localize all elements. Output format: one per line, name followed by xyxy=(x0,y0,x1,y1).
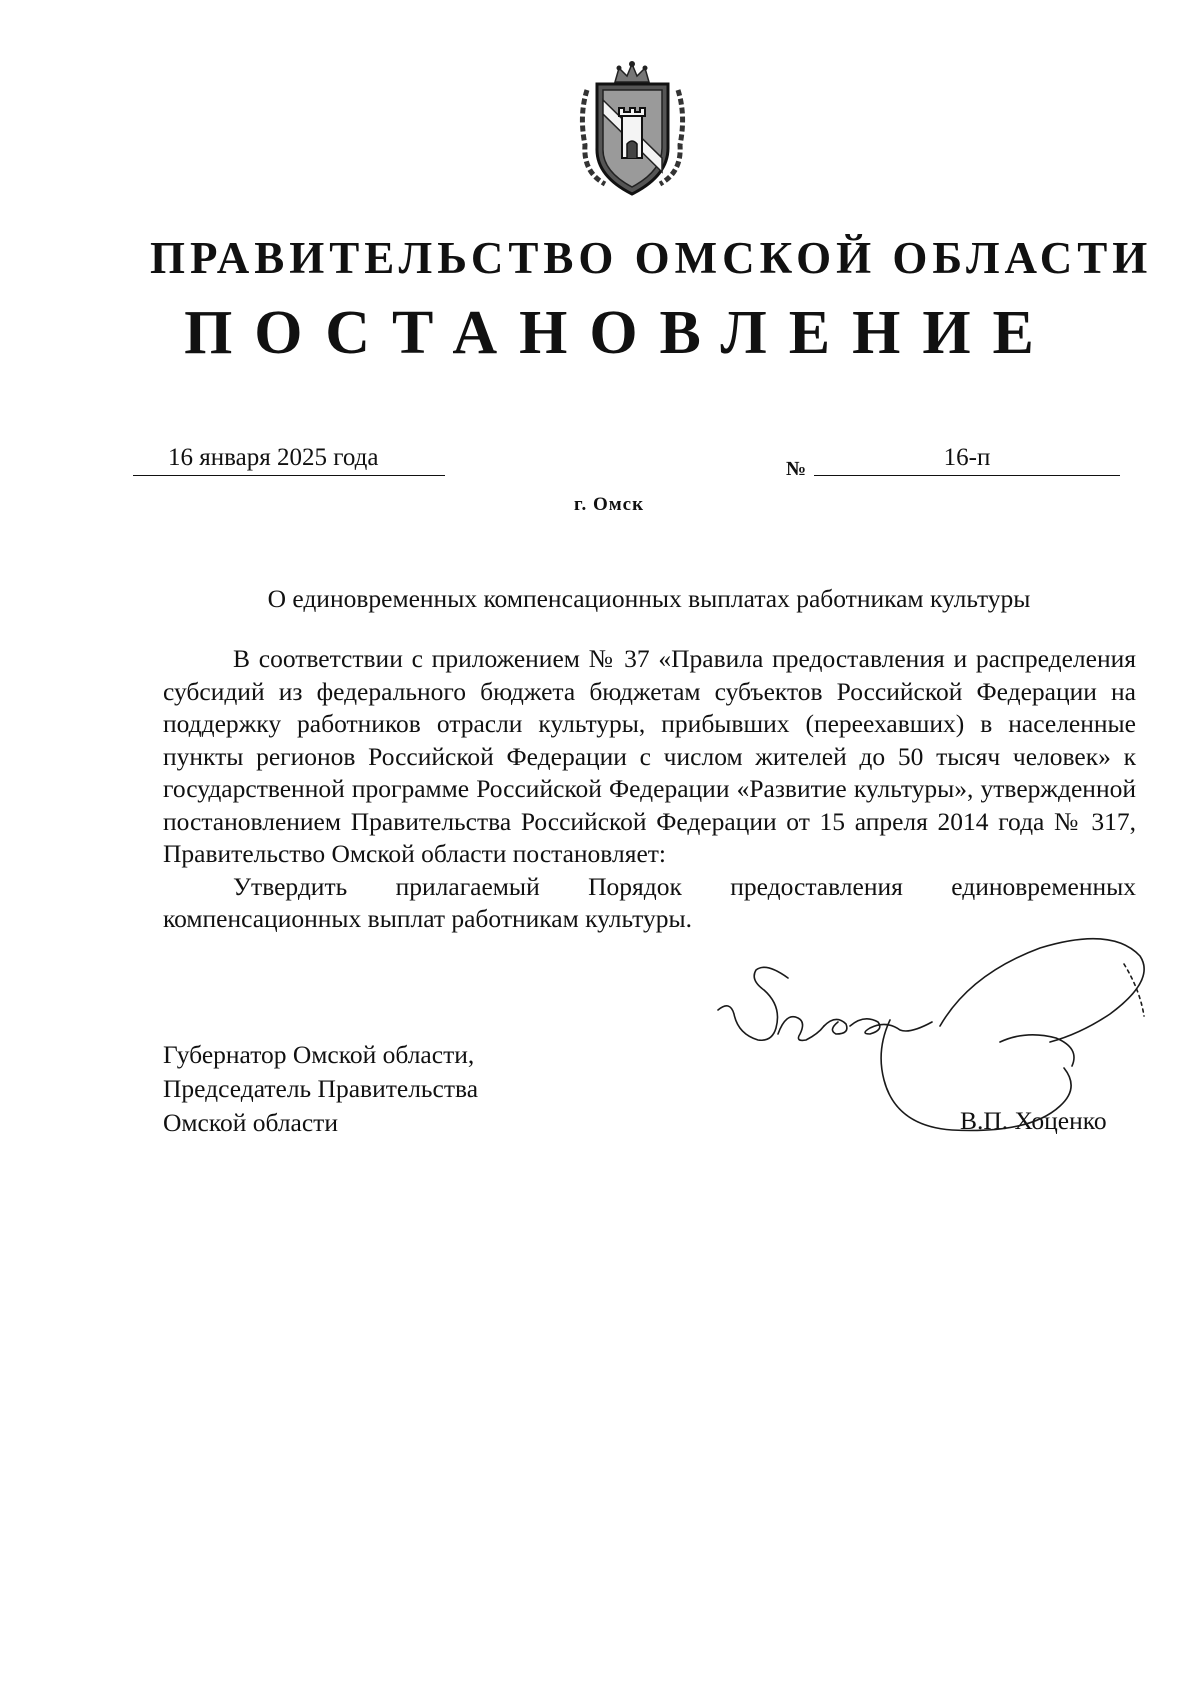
signer-position-line: Председатель Правительства xyxy=(163,1074,479,1103)
document-number: 16-п xyxy=(814,443,1120,476)
issuing-authority: ПРАВИТЕЛЬСТВО ОМСКОЙ ОБЛАСТИ xyxy=(150,233,1153,283)
signer-position xyxy=(163,1038,478,1140)
signer-position-line: Губернатор Омской области, xyxy=(163,1040,475,1069)
document-title: О единовременных компенсационных выплатах работникам культуры xyxy=(267,584,1031,613)
document-date: 16 января 2025 года xyxy=(133,443,445,476)
handwritten-signature xyxy=(700,930,1170,1190)
signer-position-line: Омской области xyxy=(163,1108,338,1137)
body-paragraph: Утвердить прилагаемый Порядок предоставления единовременных компенсационных выплат работникам культуры. xyxy=(163,871,1136,933)
document-type: ПОСТАНОВЛЕНИЕ xyxy=(184,299,1056,367)
number-sign: № xyxy=(786,458,807,480)
signer-name: В.П. Хоценко xyxy=(960,1106,1107,1135)
document-body xyxy=(163,643,1136,936)
coat-of-arms-icon xyxy=(575,60,690,200)
issue-city: г. Омск xyxy=(573,494,645,515)
body-paragraph: В соответствии с приложением № 37 «Правила предоставления и распределения субсидий из федерального бюджета бюджетам субъектов Российской Федерации на поддержку работников отрасли культуры, прибывших (переехавших) в населенные пункты регионов Российской Федерации с числом жителей до 50 тысяч человек» к государственной программе Российской Федерации «Развитие культуры», утвержденной постановлением Правительства Российской Федерации от 15 апреля 2014 года № 317, Правительство Омской области постановляет: xyxy=(163,644,1136,868)
